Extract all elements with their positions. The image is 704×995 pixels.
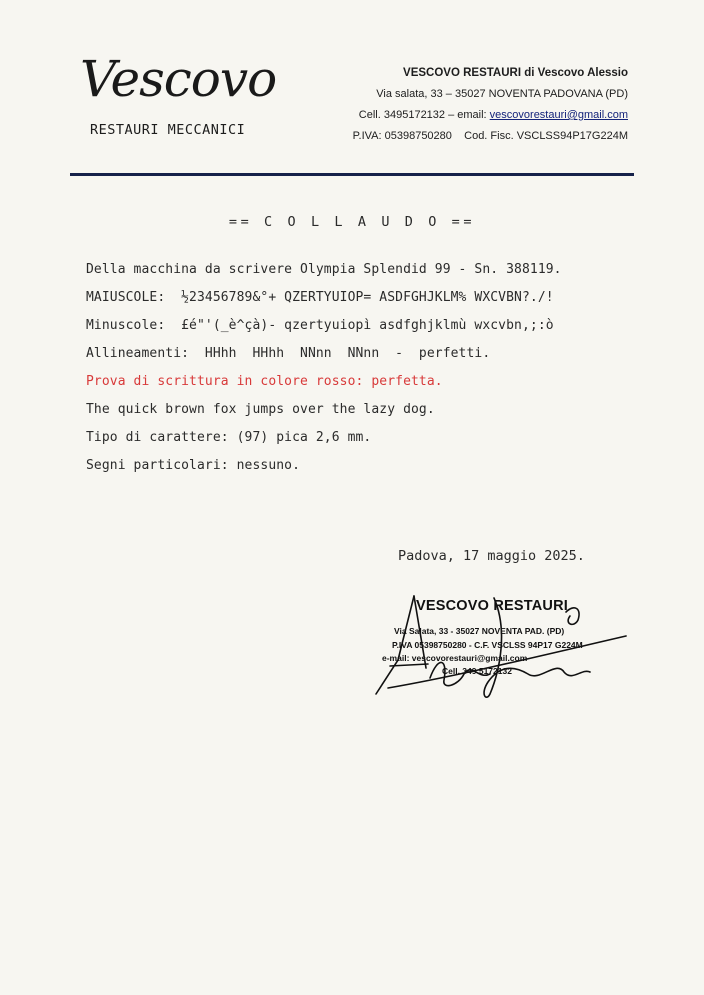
stamp-address: Via Salata, 33 - 35027 NOVENTA PAD. (PD) (394, 626, 565, 636)
company-stamp (368, 590, 638, 705)
signature-graphic (368, 590, 638, 705)
company-name: VESCOVO RESTAURI di Vescovo Alessio (403, 67, 628, 79)
document-title: == C O L L A U D O == (228, 214, 476, 230)
line-machine: Della macchina da scrivere Olympia Splendid 99 - Sn. 388119. (86, 262, 562, 277)
logo-subtitle: RESTAURI MECCANICI (90, 122, 246, 138)
line-notes: Segni particolari: nessuno. (86, 458, 301, 473)
letterhead-contact (353, 63, 628, 147)
header-divider (70, 173, 634, 176)
company-tax-ids: P.IVA: 05398750280 Cod. Fisc. VSCLSS94P17G224M (352, 130, 628, 142)
stamp-title: VESCOVO RESTAURI (416, 598, 568, 614)
line-pangram: The quick brown fox jumps over the lazy dog. (86, 402, 435, 417)
stamp-phone: Cell. 349 5172132 (442, 666, 512, 676)
company-address: Via salata, 33 – 35027 NOVENTA PADOVANA (PD) (376, 88, 628, 100)
line-alignment: Allineamenti: HHhh HHhh NNnn NNnn - perfetti. (86, 346, 491, 361)
stamp-email: e-mail: vescovorestauri@gmail.com (382, 653, 528, 663)
line-lowercase: Minuscole: £é"'(_è^çà)- qzertyuiopì asdfghjklmù wxcvbn,;:ò (86, 318, 554, 333)
line-typeface: Tipo di carattere: (97) pica 2,6 mm. (86, 430, 372, 445)
place-date: Padova, 17 maggio 2025. (398, 548, 585, 564)
phone-label: Cell. 3495172132 – email: (358, 109, 490, 121)
line-red-test: Prova di scrittura in colore rosso: perfetta. (86, 374, 443, 389)
stamp-tax-ids: P.IVA 05398750280 - C.F. VSCLSS 94P17 G224M (392, 640, 583, 650)
company-logo (78, 50, 278, 145)
logo-wordmark: Vescovo (80, 50, 277, 108)
test-report-lines (86, 258, 646, 482)
email-link[interactable]: vescovorestauri@gmail.com (489, 109, 628, 121)
line-uppercase: MAIUSCOLE: ½23456789&°+ QZERTYUIOP= ASDFGHJKLM% WXCVBN?./! (86, 290, 554, 305)
company-phone-email (353, 105, 628, 126)
